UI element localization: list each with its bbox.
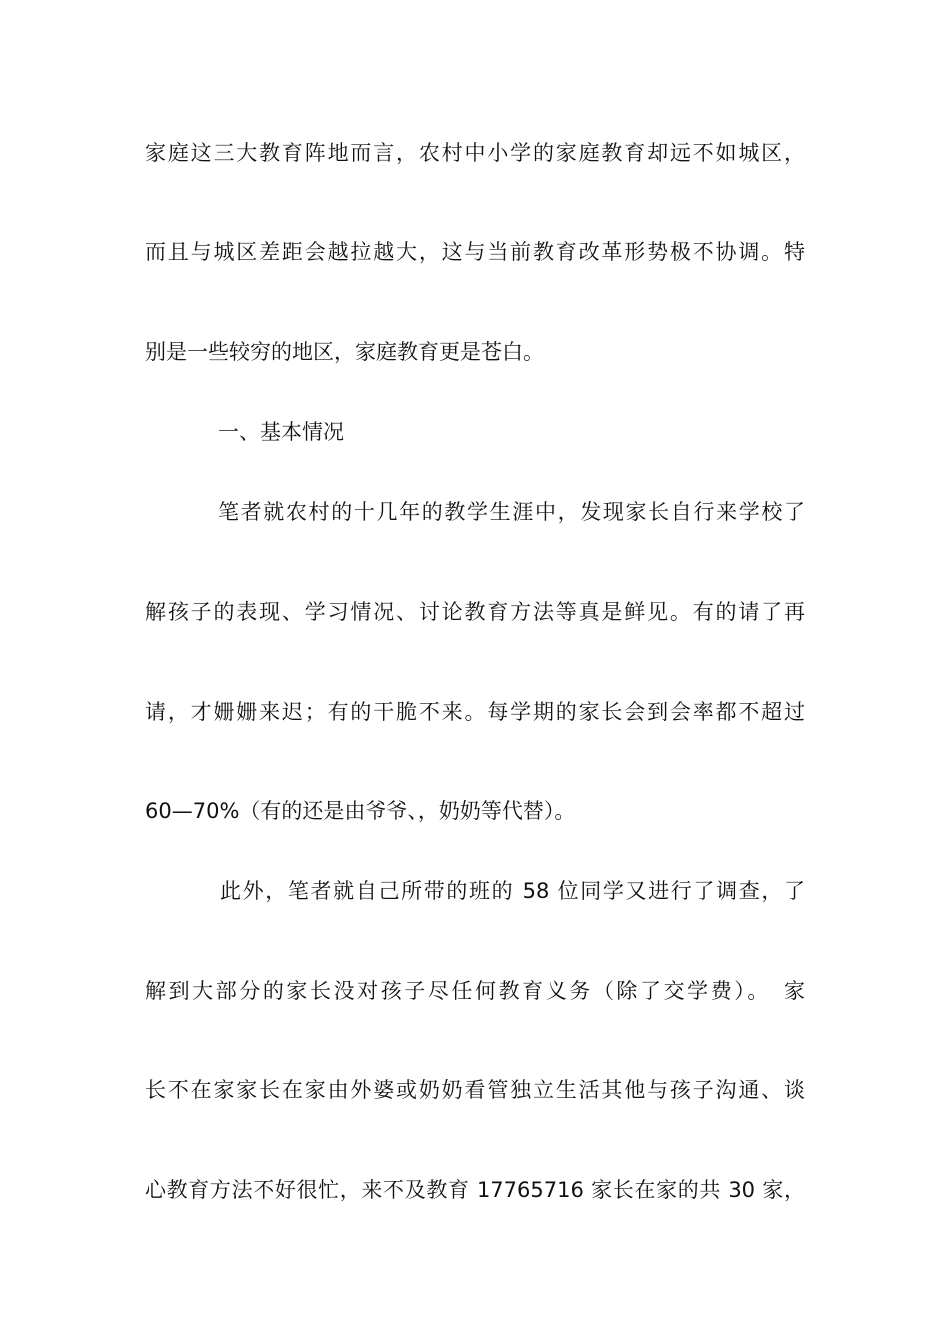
text-line-1: 家庭这三大教育阵地而言，农村中小学的家庭教育却远不如城区， [145, 141, 805, 165]
text-line-3: 别是一些较穷的地区，家庭教育更是苍白。 [145, 340, 544, 364]
section-heading: 一、基本情况 [218, 420, 344, 444]
text-line-10: 解到大部分的家长没对孩子尽任何教育义务（除了交学费）。 家 [145, 979, 805, 1003]
text-line-7: 请，才姗姗来迟；有的干脆不来。每学期的家长会到会率都不超过 [145, 700, 805, 724]
text-line-8: 60—70%（有的还是由爷爷、，奶奶等代替）。 [145, 799, 576, 823]
text-line-2: 而且与城区差距会越拉越大，这与当前教育改革形势极不协调。特 [145, 240, 805, 264]
text-line-11: 长不在家家长在家由外婆或奶奶看管独立生活其他与孩子沟通、谈 [145, 1078, 805, 1102]
text-line-5: 笔者就农村的十几年的教学生涯中，发现家长自行来学校了 [218, 500, 805, 524]
text-line-12: 心教育方法不好很忙，来不及教育 17765716 家长在家的共 30 家， [145, 1178, 805, 1202]
text-line-6: 解孩子的表现、学习情况、讨论教育方法等真是鲜见。有的请了再 [145, 600, 805, 624]
text-line-9: 此外，笔者就自己所带的班的 58 位同学又进行了调查，了 [220, 879, 805, 903]
